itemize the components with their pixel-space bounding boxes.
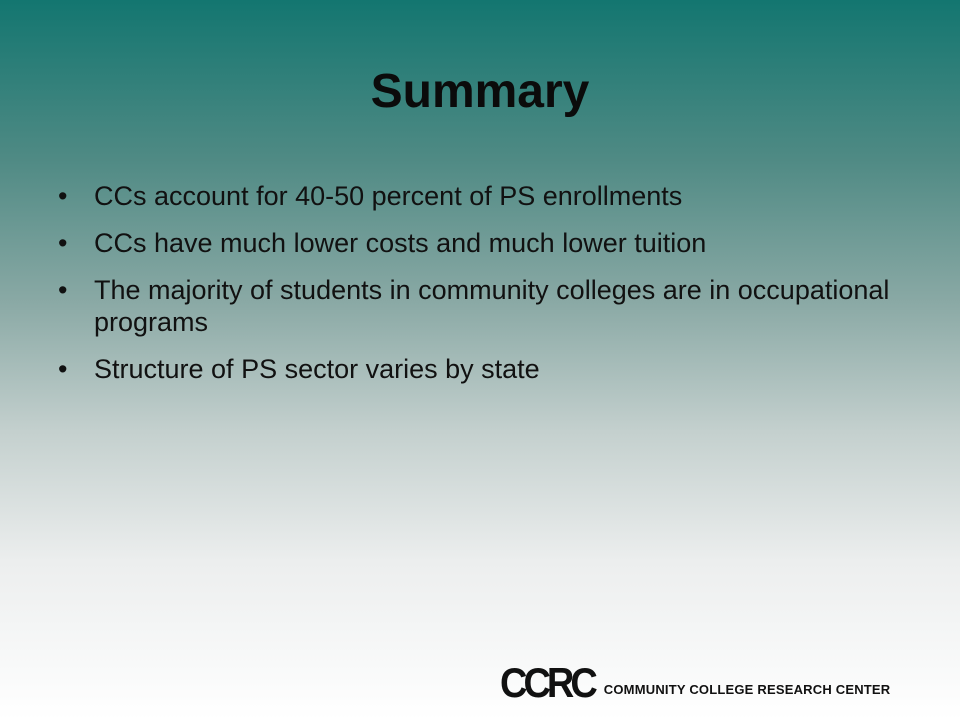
logo-name: COMMUNITY COLLEGE RESEARCH CENTER	[603, 681, 891, 697]
bullet-icon: •	[58, 354, 68, 384]
bullet-icon: •	[58, 228, 68, 258]
bullet-text: CCs account for 40-50 percent of PS enrollments	[94, 181, 683, 211]
bullet-item	[58, 180, 918, 212]
bullet-item	[58, 227, 918, 259]
bullet-text: Structure of PS sector varies by state	[94, 354, 540, 384]
bullet-icon: •	[58, 275, 68, 305]
bullet-list	[58, 180, 918, 400]
bullet-icon: •	[58, 181, 68, 211]
logo-mark: CCRC	[500, 660, 594, 708]
ccrc-logo	[500, 660, 891, 708]
slide-title: Summary	[370, 65, 590, 118]
bullet-item	[58, 274, 918, 338]
bullet-item	[58, 353, 918, 385]
bullet-text: CCs have much lower costs and much lower tuition	[94, 228, 707, 258]
bullet-text: The majority of students in community colleges are in occupational programs	[94, 275, 890, 337]
